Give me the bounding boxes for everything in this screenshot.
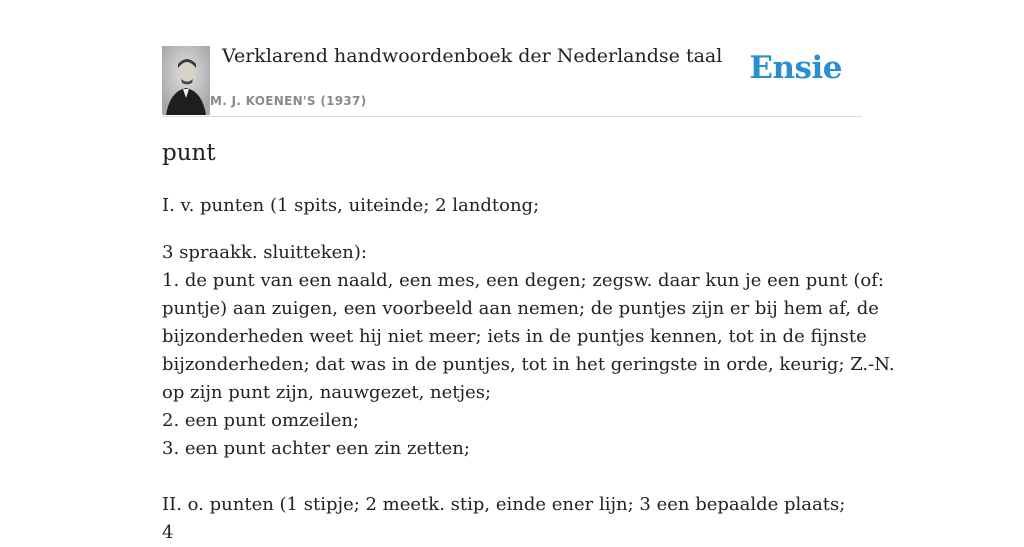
- portrait-image: [162, 46, 210, 115]
- ensie-logo-link[interactable]: Ensie: [749, 50, 842, 86]
- sense-one-definitions: [162, 239, 895, 463]
- page-container: [162, 0, 895, 543]
- dictionary-header: [162, 0, 862, 117]
- definition-line: puntje) aan zuigen, een voorbeeld aan nemen; de puntjes zijn er bij hem af, de: [162, 298, 879, 319]
- dictionary-title: Verklarend handwoordenboek der Nederlandse taal: [222, 45, 723, 67]
- definition-line: bijzonderheden; dat was in de puntjes, tot in het geringste in orde, keurig; Z.-N.: [162, 354, 895, 375]
- definition-line: 1. de punt van een naald, een mes, een degen; zegsw. daar kun je een punt (of:: [162, 270, 884, 291]
- dictionary-author: M. J. KOENEN'S (1937): [210, 94, 367, 108]
- definition-line: 2. een punt omzeilen;: [162, 410, 360, 431]
- entry-headword: punt: [162, 140, 216, 166]
- author-portrait: [162, 46, 210, 115]
- definition-line: bijzonderheden weet hij niet meer; iets in de puntjes kennen, tot in de fijnste: [162, 326, 867, 347]
- definition-line: op zijn punt zijn, nauwgezet, netjes;: [162, 382, 492, 403]
- definition-line: 3. een punt achter een zin zetten;: [162, 438, 470, 459]
- sense-one-intro: I. v. punten (1 spits, uiteinde; 2 landtong;: [162, 195, 540, 216]
- definition-line: 3 spraakk. sluitteken):: [162, 242, 367, 263]
- sense-two-intro: II. o. punten (1 stipje; 2 meetk. stip, einde ener lijn; 3 een bepaalde plaats; 4: [162, 494, 846, 543]
